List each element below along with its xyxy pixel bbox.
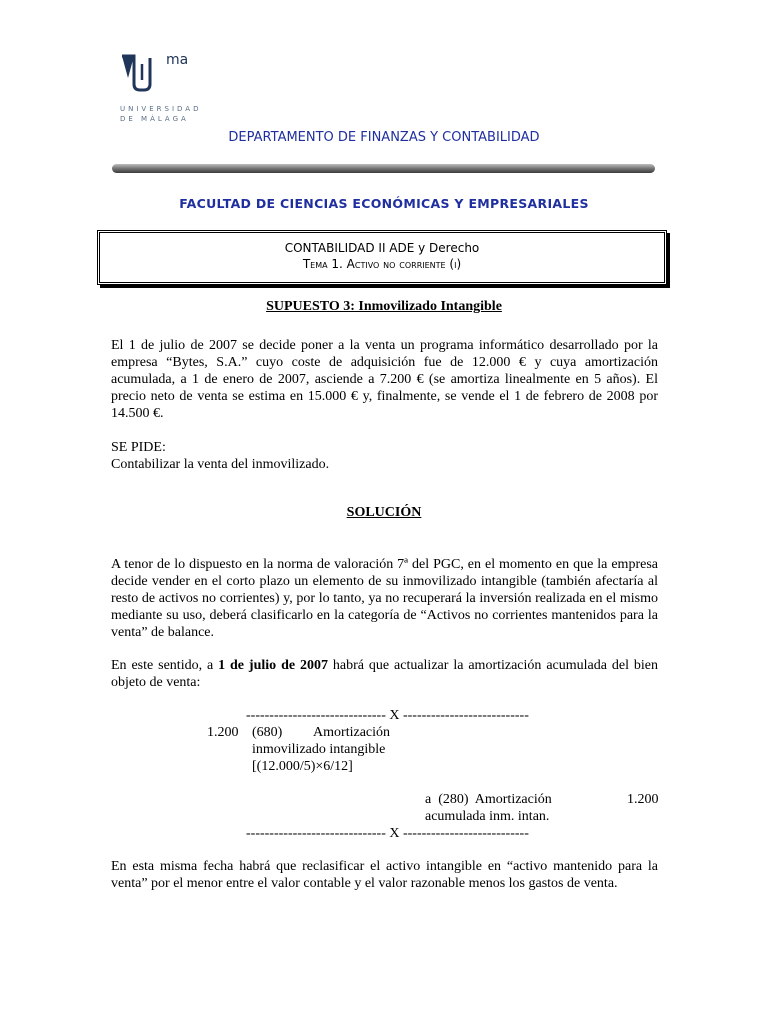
department-heading: DEPARTAMENTO DE FINANZAS Y CONTABILIDAD [228,130,540,145]
se-pide-label: SE PIDE: [111,440,166,455]
se-pide-text: Contabilizar la venta del inmovilizado. [111,457,330,472]
solution-title: SOLUCIÓN [346,505,422,520]
journal-debit-account: (680) Amortización [252,725,391,740]
solution-paragraph-2-end: habrá que actualizar la amortización acumulada del bien objeto de venta: [111,658,658,690]
solution-paragraph-2-start: En este sentido, a [111,658,219,673]
journal-debit-account-2: inmovilizado intangible [252,742,386,757]
journal-credit-account: a (280) Amortización [425,792,552,807]
exercise-title: SUPUESTO 3: Inmovilizado Intangible [266,299,502,314]
course-topic: Tema 1. Activo no corriente (i) [302,257,462,271]
journal-debit-amount: 1.200 [207,725,239,740]
journal-credit-amount: 1.200 [627,792,659,807]
course-box [97,230,667,285]
university-logo [120,50,210,125]
header-divider [112,164,655,173]
solution-paragraph-3: En esta misma fecha habrá que reclasificar el activo intangible en “activo mantenido para la venta” por el menor entre el valor contable y el valor razonable menos los gastos de venta. [111,859,658,891]
solution-paragraph-2 [111,657,658,691]
exercise-statement: El 1 de julio de 2007 se decide poner a la venta un programa informático desarrollado por la empresa “Bytes, S.A.” cuyo coste de adquisición fue de 12.000 € y cuya amortización acumulada, a 1 de enero de 2007, asciende a 7.200 € (se amortiza linealmente en 5 años). El precio neto de venta se estima en 15.000 € y, finalmente, se vende el 1 de febrero de 2008 por 14.500 €. [111,338,658,421]
course-title: CONTABILIDAD II ADE y Derecho [284,241,480,255]
journal-separator-bottom: ------------------------------ X --------------------------- [246,826,529,841]
solution-date: 1 de julio de 2007 [218,658,328,673]
journal-debit-calculation: [(12.000/5)×6/12] [252,759,353,774]
logo-line-2: DE MÁLAGA [120,115,189,123]
logo-line-1: UNIVERSIDAD [120,105,202,113]
faculty-heading: FACULTAD DE CIENCIAS ECONÓMICAS Y EMPRESARIALES [179,196,589,211]
solution-paragraph-1: A tenor de lo dispuesto en la norma de valoración 7ª del PGC, en el momento en que la empresa decide vender en el corto plazo un elemento de su inmovilizado intangible (también afectaría al resto de activos no corrientes) y, por lo tanto, ya no recuperará la inversión realizada en el mismo mediante su uso, deberá clasificarlo en la categoría de “Activos no corrientes mantenidos para la venta” de balance. [111,557,658,640]
journal-credit-account-2: acumulada inm. intan. [425,809,550,824]
logo-mark: ma [166,52,189,68]
journal-separator-top: ------------------------------ X --------------------------- [246,708,529,723]
